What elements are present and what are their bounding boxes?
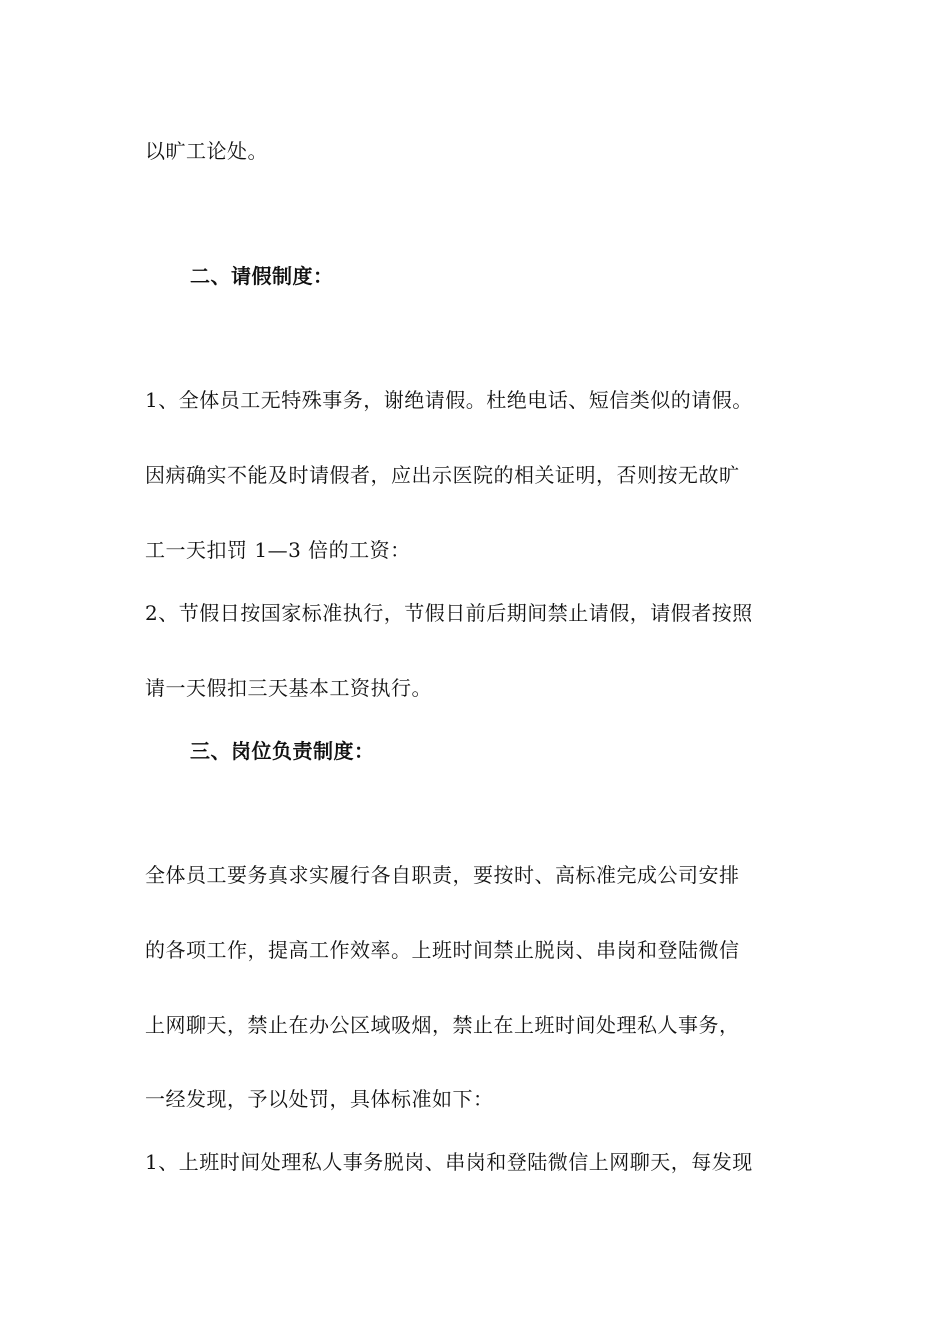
paragraph-line: 2、节假日按国家标准执行，节假日前后期间禁止请假，请假者按照	[145, 601, 753, 625]
section-heading-leave: 二、请假制度：	[190, 264, 334, 288]
paragraph-line: 全体员工要务真求实履行各自职责，要按时、高标准完成公司安排	[145, 863, 740, 887]
paragraph-line: 1、全体员工无特殊事务，谢绝请假。杜绝电话、短信类似的请假。	[145, 388, 753, 412]
paragraph-line: 工一天扣罚 1—3 倍的工资：	[145, 538, 411, 562]
section-heading-post-responsibility: 三、岗位负责制度：	[190, 739, 375, 763]
paragraph-line: 请一天假扣三天基本工资执行。	[145, 676, 432, 700]
paragraph-line: 一经发现，予以处罚，具体标准如下：	[145, 1087, 494, 1111]
paragraph-line: 上网聊天，禁止在办公区域吸烟，禁止在上班时间处理私人事务，	[145, 1013, 740, 1037]
paragraph-line: 1、上班时间处理私人事务脱岗、串岗和登陆微信上网聊天，每发现	[145, 1150, 753, 1174]
paragraph-line: 的各项工作，提高工作效率。上班时间禁止脱岗、串岗和登陆微信	[145, 938, 740, 962]
paragraph-line: 因病确实不能及时请假者，应出示医院的相关证明，否则按无故旷	[145, 463, 740, 487]
paragraph-line: 以旷工论处。	[145, 139, 268, 163]
